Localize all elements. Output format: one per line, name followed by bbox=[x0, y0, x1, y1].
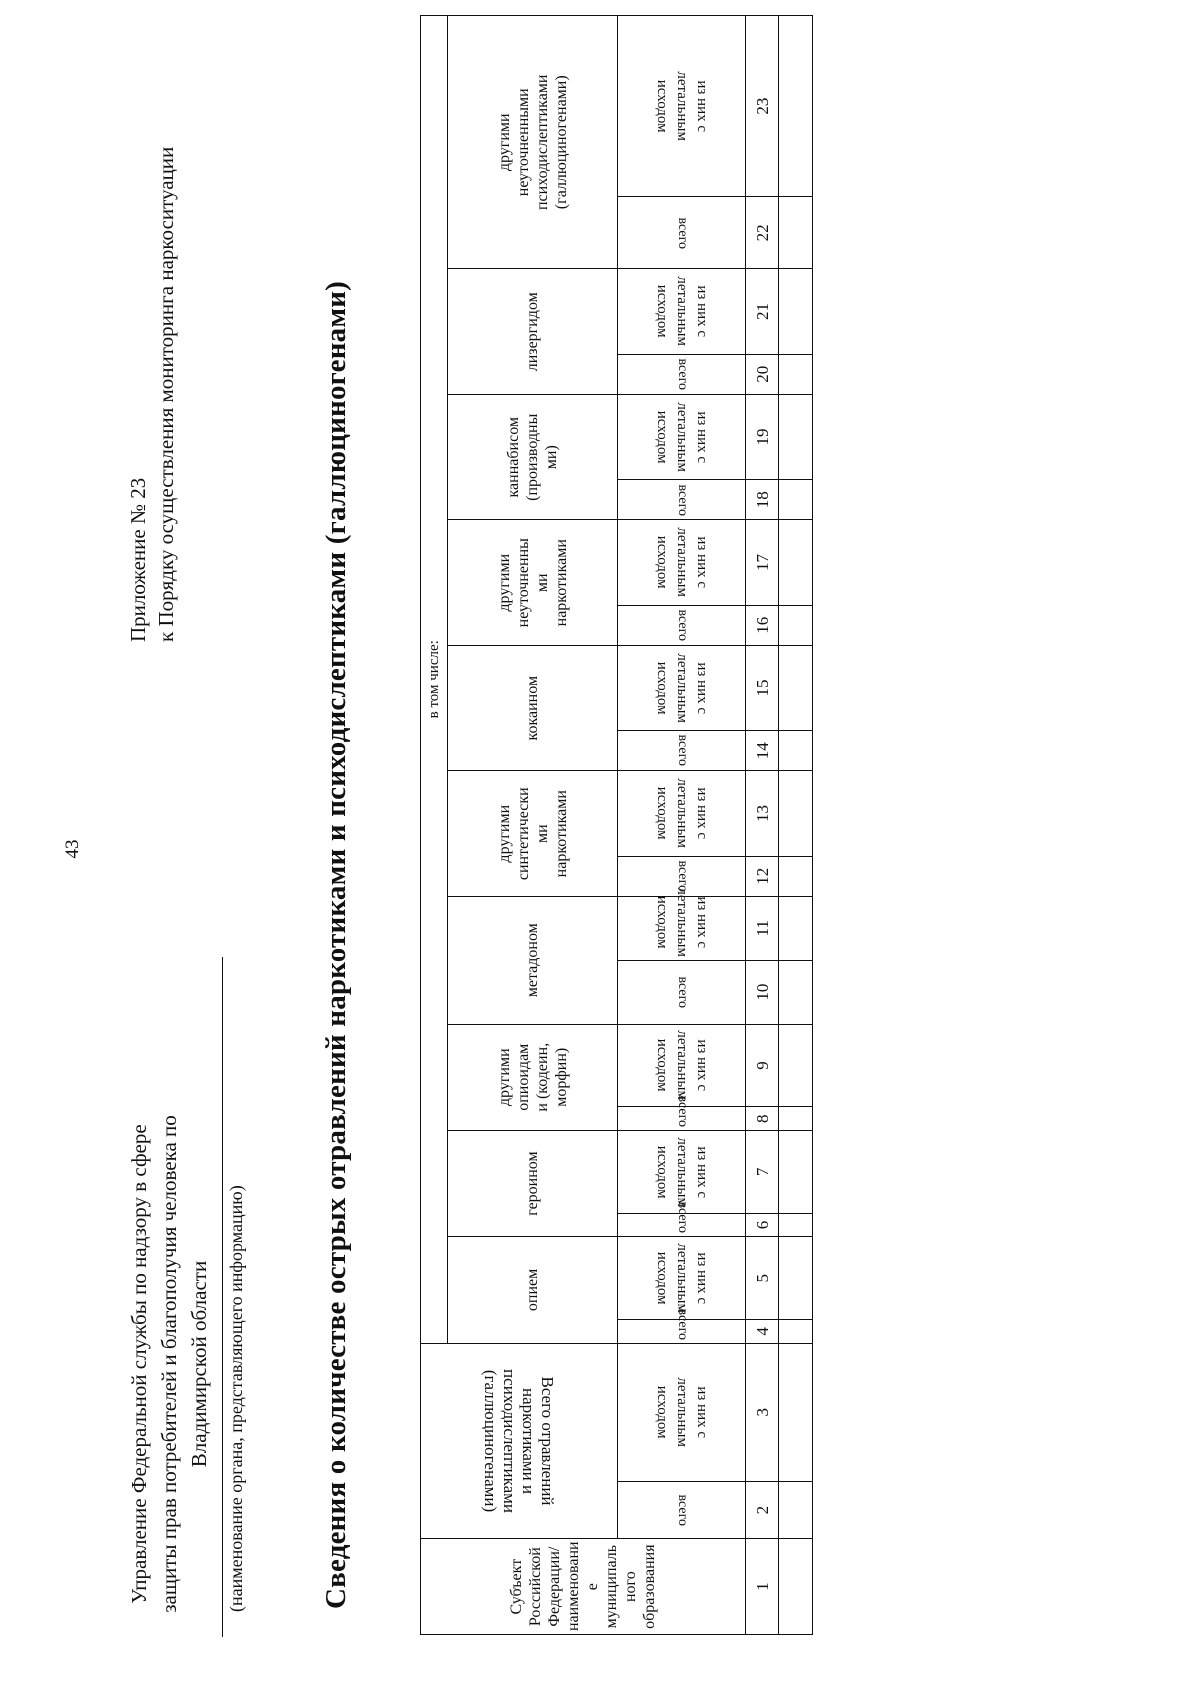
fatal-label-line: летальным bbox=[673, 1030, 690, 1101]
fatal-label-line: исходом bbox=[653, 895, 670, 949]
document-title: Сведения о количестве острых отравлений наркотиками и психодислептиками (галлюциногенами) bbox=[320, 280, 352, 1609]
substance-line: другими bbox=[495, 553, 513, 612]
substance-line: неуточненны bbox=[514, 538, 532, 628]
data-cell[interactable] bbox=[779, 1343, 813, 1481]
header-line: наименовани bbox=[565, 1541, 582, 1631]
substance-line: морфин) bbox=[552, 1047, 570, 1107]
substance-line: ми bbox=[533, 573, 551, 593]
authority-caption: (наименование органа, представляющего информацию) bbox=[226, 1185, 246, 1612]
header-line: наркотиками и bbox=[519, 1387, 538, 1494]
poisoning-table bbox=[420, 15, 813, 1635]
header-line: Федерации/ bbox=[546, 1546, 563, 1627]
fatal-label-line: летальным bbox=[673, 1137, 690, 1207]
total-subheader bbox=[618, 856, 746, 896]
fatal-label-line: исходом bbox=[653, 661, 670, 715]
total-label: всего bbox=[675, 609, 690, 642]
fatal-label-line: летальным bbox=[673, 653, 690, 723]
fatal-label-line: из них с bbox=[693, 536, 710, 589]
column-number: 3 bbox=[746, 1343, 779, 1481]
fatal-subheader bbox=[618, 1024, 746, 1107]
total-label: всего bbox=[675, 1095, 690, 1127]
fatal-label-line: исходом bbox=[653, 1039, 670, 1092]
total-poisonings-header bbox=[421, 1343, 618, 1539]
substance-header bbox=[448, 269, 618, 394]
fatal-label-line: из них с bbox=[693, 411, 710, 463]
fatal-label-line: из них с bbox=[693, 1146, 710, 1198]
authority-name bbox=[124, 1094, 214, 1634]
data-cell[interactable] bbox=[779, 269, 813, 354]
data-cell[interactable] bbox=[779, 16, 813, 197]
total-subheader bbox=[618, 1481, 746, 1538]
column-number: 9 bbox=[746, 1024, 779, 1107]
fatal-label-line: исходом bbox=[653, 285, 670, 338]
substance-header bbox=[448, 645, 618, 770]
fatal-label-line: летальным bbox=[673, 402, 690, 472]
fatal-label-line: исходом bbox=[653, 536, 670, 589]
fatal-subheader bbox=[618, 771, 746, 856]
substance-header bbox=[448, 1024, 618, 1130]
total-subheader bbox=[618, 1201, 746, 1236]
data-cell[interactable] bbox=[779, 1237, 813, 1320]
fatal-label-line: исходом bbox=[653, 1251, 670, 1305]
fatal-label-line: из них с bbox=[693, 1252, 710, 1305]
header-line: Субъект bbox=[508, 1558, 525, 1615]
fatal-label-line: из них с bbox=[693, 662, 710, 714]
header-line: ного bbox=[622, 1571, 639, 1603]
substance-line: синтетически bbox=[514, 787, 532, 881]
substance-header bbox=[448, 16, 618, 270]
data-cell[interactable] bbox=[779, 1107, 813, 1130]
fatal-label-line: из них с bbox=[693, 285, 710, 338]
total-subheader bbox=[618, 731, 746, 771]
data-cell[interactable] bbox=[779, 771, 813, 856]
substance-line: (производны bbox=[524, 413, 541, 501]
fatal-subheader bbox=[618, 1343, 746, 1481]
column-number: 19 bbox=[746, 394, 779, 479]
total-label: всего bbox=[675, 1494, 690, 1526]
column-number: 10 bbox=[746, 960, 779, 1024]
data-cell[interactable] bbox=[779, 605, 813, 645]
total-label: всего bbox=[675, 484, 690, 516]
header-line: е bbox=[584, 1583, 601, 1591]
substance-line: опиоидам bbox=[514, 1043, 532, 1111]
fatal-subheader bbox=[618, 645, 746, 730]
column-number: 2 bbox=[746, 1481, 779, 1538]
fatal-label-line: летальным bbox=[673, 71, 690, 141]
column-number: 1 bbox=[746, 1539, 779, 1635]
column-number: 6 bbox=[746, 1213, 779, 1236]
appendix-line: к Порядку осуществления мониторинга наркоситуации bbox=[154, 146, 178, 642]
total-subheader bbox=[618, 1308, 746, 1343]
fatal-label-line: из них с bbox=[693, 80, 710, 132]
column-number: 21 bbox=[746, 269, 779, 354]
column-number: 8 bbox=[746, 1107, 779, 1130]
data-cell[interactable] bbox=[779, 1130, 813, 1213]
header-line: образования bbox=[641, 1544, 658, 1629]
subject-header bbox=[421, 1539, 746, 1635]
substance-header bbox=[448, 896, 618, 1024]
substance-line: (галлюциногенами) bbox=[552, 75, 570, 210]
signature-rule bbox=[222, 957, 223, 1637]
fatal-label-line: летальным bbox=[673, 527, 690, 598]
fatal-subheader bbox=[618, 394, 746, 479]
authority-line: защиты прав потребителей и благополучия человека по bbox=[157, 1115, 181, 1613]
fatal-label-line: исходом bbox=[653, 787, 670, 840]
fatal-subheader bbox=[618, 16, 746, 197]
total-subheader bbox=[618, 197, 746, 269]
substance-line: наркотиками bbox=[552, 790, 570, 878]
substance-line: кокаином bbox=[524, 675, 541, 741]
column-number: 22 bbox=[746, 197, 779, 269]
substance-line: другими bbox=[495, 804, 513, 863]
fatal-subheader bbox=[618, 520, 746, 605]
total-subheader bbox=[618, 960, 746, 1024]
column-number: 4 bbox=[746, 1320, 779, 1343]
data-cell[interactable] bbox=[779, 394, 813, 479]
fatal-subheader bbox=[618, 1237, 746, 1320]
substance-line: опием bbox=[524, 1268, 541, 1312]
substance-line: каннабисом bbox=[505, 416, 522, 498]
substance-line: метадоном bbox=[524, 923, 541, 998]
fatal-label-line: летальным bbox=[673, 1243, 690, 1314]
fatal-subheader bbox=[618, 887, 746, 960]
total-subheader bbox=[618, 480, 746, 520]
including-header: в том числе: bbox=[421, 16, 448, 1344]
substance-header bbox=[448, 771, 618, 896]
fatal-label-line: из них с bbox=[693, 787, 710, 840]
data-cell[interactable] bbox=[779, 1481, 813, 1538]
fatal-label-line: летальным bbox=[673, 778, 690, 849]
substance-line: другими bbox=[495, 113, 513, 172]
data-cell[interactable] bbox=[779, 645, 813, 730]
column-number: 15 bbox=[746, 645, 779, 730]
appendix-reference bbox=[124, 147, 180, 642]
data-cell[interactable] bbox=[779, 1024, 813, 1107]
total-subheader bbox=[618, 605, 746, 645]
total-label: всего bbox=[675, 976, 690, 1008]
column-number: 17 bbox=[746, 520, 779, 605]
fatal-subheader bbox=[618, 269, 746, 354]
fatal-label-line: из них с bbox=[693, 1039, 710, 1092]
data-cell[interactable] bbox=[779, 856, 813, 896]
column-number: 14 bbox=[746, 731, 779, 771]
column-number: 23 bbox=[746, 16, 779, 197]
authority-line: Управление Федеральной службы по надзору в сфере bbox=[127, 1124, 151, 1604]
fatal-label-line: исходом bbox=[653, 79, 670, 133]
fatal-label-line: исходом bbox=[653, 410, 670, 464]
column-number: 20 bbox=[746, 354, 779, 394]
substance-line: другими bbox=[495, 1048, 513, 1107]
fatal-subheader bbox=[618, 1130, 746, 1213]
substance-line: ми) bbox=[543, 445, 560, 470]
column-number: 7 bbox=[746, 1130, 779, 1213]
column-number: 18 bbox=[746, 480, 779, 520]
total-label: всего bbox=[675, 358, 690, 391]
authority-line: Владимирской области bbox=[187, 1260, 211, 1468]
fatal-label-line: исходом bbox=[653, 1145, 670, 1199]
substance-line: и (кодеин, bbox=[533, 1042, 551, 1112]
total-label: всего bbox=[675, 217, 690, 249]
header-line: муниципаль bbox=[603, 1544, 620, 1629]
substance-line: психодислептиками bbox=[533, 74, 551, 210]
column-number: 16 bbox=[746, 605, 779, 645]
total-label: всего bbox=[675, 734, 690, 767]
data-cell[interactable] bbox=[779, 1320, 813, 1343]
data-cell[interactable] bbox=[779, 354, 813, 394]
data-cell[interactable] bbox=[779, 960, 813, 1024]
substance-header bbox=[448, 520, 618, 645]
substance-header bbox=[448, 1130, 618, 1236]
substance-header bbox=[448, 1237, 618, 1343]
data-cell[interactable] bbox=[779, 520, 813, 605]
substance-header bbox=[448, 394, 618, 519]
fatal-label-line: исходом bbox=[653, 1385, 670, 1439]
substance-line: героином bbox=[524, 1151, 541, 1216]
total-label: всего bbox=[675, 1201, 690, 1234]
fatal-label-line: летальным bbox=[673, 1377, 690, 1448]
fatal-label-line: из них с bbox=[693, 896, 710, 948]
page-number: 43 bbox=[62, 839, 83, 859]
fatal-label-line: летальным bbox=[673, 276, 690, 347]
total-label: всего bbox=[675, 860, 690, 892]
data-cell[interactable] bbox=[779, 480, 813, 520]
total-label: всего bbox=[675, 1308, 690, 1340]
column-number: 13 bbox=[746, 771, 779, 856]
header-line: Всего отравлений bbox=[538, 1376, 557, 1506]
column-number: 11 bbox=[746, 896, 779, 960]
substance-line: неуточненными bbox=[514, 88, 532, 197]
data-cell[interactable] bbox=[779, 1539, 813, 1635]
total-subheader bbox=[618, 1095, 746, 1130]
data-cell[interactable] bbox=[779, 731, 813, 771]
substance-line: лизергидом bbox=[524, 292, 541, 372]
fatal-label-line: летальным bbox=[673, 887, 690, 957]
data-cell[interactable] bbox=[779, 896, 813, 960]
substance-line: наркотиками bbox=[552, 539, 570, 627]
column-number: 5 bbox=[746, 1237, 779, 1320]
column-number: 12 bbox=[746, 856, 779, 896]
substance-line: ми bbox=[533, 824, 551, 844]
fatal-label-line: из них с bbox=[693, 1386, 710, 1439]
appendix-line: Приложение № 23 bbox=[126, 477, 150, 642]
data-cell[interactable] bbox=[779, 1213, 813, 1236]
header-line: Российской bbox=[527, 1547, 544, 1627]
header-line: психодислептиками bbox=[500, 1368, 519, 1513]
total-subheader bbox=[618, 354, 746, 394]
data-cell[interactable] bbox=[779, 197, 813, 269]
header-line: (галлюциногенами) bbox=[481, 1369, 500, 1513]
